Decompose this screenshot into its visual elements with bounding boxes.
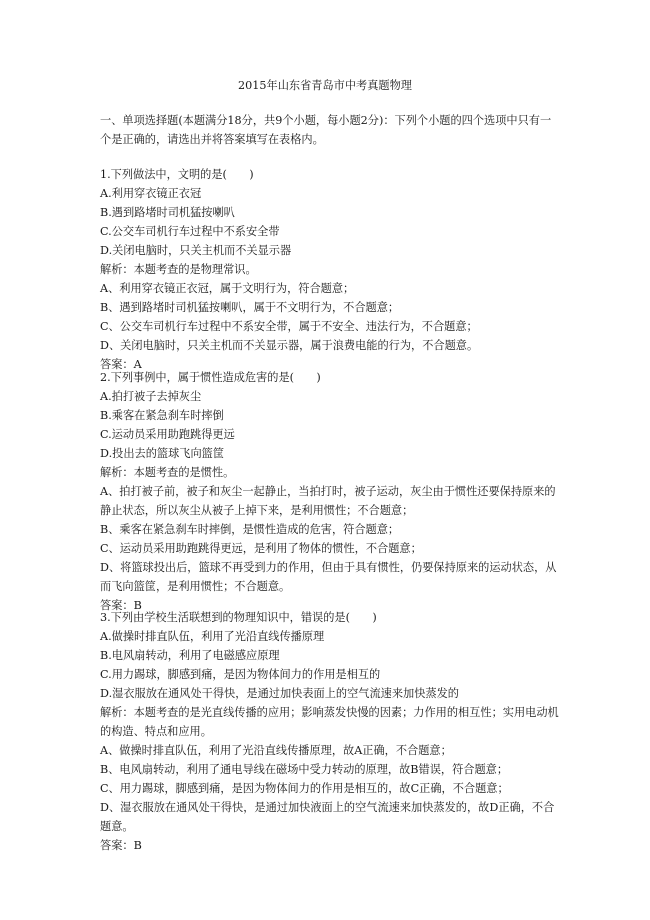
option-a: A.利用穿衣镜正衣冠 (100, 187, 202, 200)
question-3 (100, 608, 562, 855)
question-stem: 2.下列事例中，属于惯性造成危害的是( ) (100, 371, 321, 384)
answer: 答案：B (100, 839, 142, 852)
section-intro: 一、单项选择题(本题满分18分，共9个小题，每小题2分)：下列个小题的四个选项中只有一个是正确的，请选出并将答案填写在表格内。 (100, 114, 552, 146)
answer: 答案：A (100, 358, 142, 371)
answer: 答案：B (100, 599, 142, 612)
question-1 (100, 165, 562, 374)
explanation-a: A、做操时排直队伍，利用了光沿直线传播原理，故A正确，不合题意； (100, 744, 452, 757)
option-a: A.做操时排直队伍，利用了光沿直线传播原理 (100, 630, 325, 643)
explanation-b: B、电风扇转动，利用了通电导线在磁场中受力转动的原理，故B错误，符合题意； (100, 763, 509, 776)
option-c: C.用力踢球，脚感到痛，是因为物体间力的作用是相互的 (100, 668, 381, 681)
question-stem: 1.下列做法中，文明的是( ) (100, 168, 254, 181)
explanation-a: A、利用穿衣镜正衣冠，属于文明行为，符合题意； (100, 282, 355, 295)
page-title: 2015年山东省青岛市中考真题物理 (238, 79, 412, 92)
option-b: B.电风扇转动，利用了电磁感应原理 (100, 649, 280, 662)
explanation-a: A、拍打被子前，被子和灰尘一起静止，当拍打时，被子运动，灰尘由于惯性还要保持原来的静止状态，所以灰尘从被子上掉下来，是利用惯性；不合题意； (100, 485, 556, 517)
explanation-c: C、用力踢球，脚感到痛，是因为物体间力的作用是相互的，故C正确，不合题意； (100, 782, 509, 795)
option-c: C.运动员采用助跑跳得更远 (100, 428, 235, 441)
option-a: A.拍打被子去掉灰尘 (100, 390, 202, 403)
question-stem: 3.下列由学校生活联想到的物理知识中，错误的是( ) (100, 611, 377, 624)
analysis: 解析：本题考查的是光直线传播的应用；影响蒸发快慢的因素；力作用的相互性；实用电动机的构造、特点和应用。 (100, 706, 559, 738)
explanation-c: C、运动员采用助跑跳得更远，是利用了物体的惯性，不合题意； (100, 542, 422, 555)
option-b: B.乘客在紧急刹车时摔倒 (100, 409, 224, 422)
analysis: 解析：本题考查的是物理常识。 (100, 263, 257, 276)
explanation-c: C、公交车司机行车过程中不系安全带，属于不安全、违法行为，不合题意； (100, 320, 478, 333)
explanation-b: B、遇到路堵时司机猛按喇叭，属于不文明行为，不合题意； (100, 301, 400, 314)
option-b: B.遇到路堵时司机猛按喇叭 (100, 206, 235, 219)
option-d: D.关闭电脑时，只关主机而不关显示器 (100, 244, 292, 257)
explanation-d: D、湿衣服放在通风处干得快，是通过加快液面上的空气流速来加快蒸发的，故D正确，不合题意。 (100, 801, 555, 833)
option-d: D.投出去的篮球飞向篮筐 (100, 447, 225, 460)
option-c: C.公交车司机行车过程中不系安全带 (100, 225, 280, 238)
question-2 (100, 368, 562, 615)
analysis: 解析：本题考查的是惯性。 (100, 466, 235, 479)
explanation-d: D、关闭电脑时，只关主机而不关显示器，属于浪费电能的行为，不合题意。 (100, 339, 479, 352)
explanation-d: D、将篮球投出后，篮球不再受到力的作用，但由于具有惯性，仍要保持原来的运动状态，从而飞向篮筐，是利用惯性；不合题意。 (100, 561, 557, 593)
explanation-b: B、乘客在紧急刹车时摔倒，是惯性造成的危害，符合题意； (100, 523, 400, 536)
option-d: D.湿衣服放在通风处干得快，是通过加快表面上的空气流速来加快蒸发的 (100, 687, 459, 700)
